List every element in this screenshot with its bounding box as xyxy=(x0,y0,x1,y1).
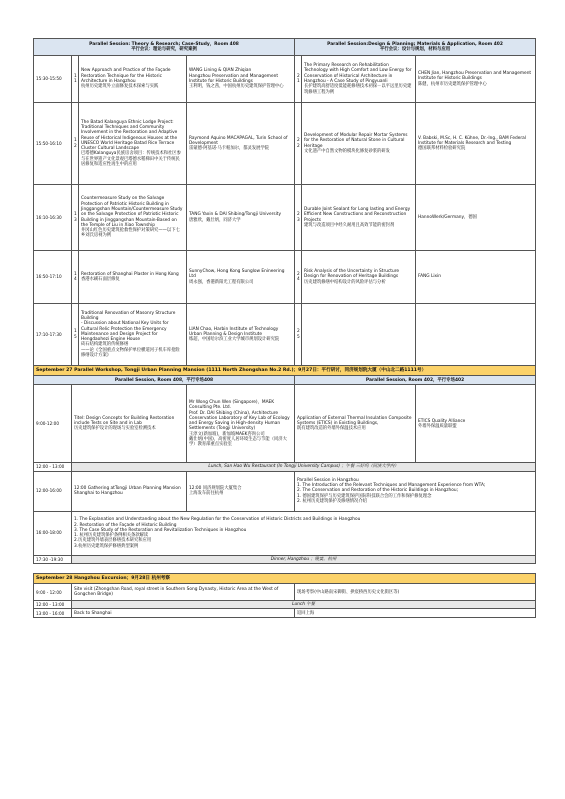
day-banner: September 28 Hangzhou Excursion；9月28日 杭州考察 xyxy=(34,573,536,583)
talk-number: 11 xyxy=(72,56,79,103)
title-en: Traditional Renovation of Masonry Structure Building xyxy=(81,310,176,321)
title-en: Application of External Thermal Insulation Composite Systems (ETICS) in Existing Buildings, xyxy=(297,415,412,427)
schedule-page xyxy=(33,38,535,618)
talk-title xyxy=(302,103,416,185)
title-cn: 香港水刷石面层修复 xyxy=(81,277,120,282)
spacer xyxy=(34,563,536,573)
time-slot: 12:00-16:00 xyxy=(34,471,72,511)
time-slot: 17:30 -19:30 xyxy=(34,555,72,563)
title-en: Countermeasure Study on the Salvage Protection of Patriotic Historic Building in Jinggangshan Mountain/Countermeasure Study on the Salvage Protection of Patriotic Historic Building in Jinggangshan Mountain-Based on the Temple of Liu in Xiao Township xyxy=(81,196,183,228)
travel-en-2: Shanghai to Hangzhou xyxy=(74,491,123,497)
title-en: The Primary Research on Rehabilitation Technology with High Comfort and Low Energy for Conservation of Historical Architecture in Hangzhou - A Case Study of Pingyuanli xyxy=(304,63,412,84)
talk-title xyxy=(302,251,416,304)
topic-item-cn: 1. 杭州历史建筑保护条例相关条款解读 xyxy=(74,533,149,539)
talk-author xyxy=(416,251,536,304)
travel-cn: 12:00 同济规划院大厦集合 xyxy=(189,485,242,491)
title-cn: 历史建筑修缮中结构设计的风险评估与分析 xyxy=(304,279,386,285)
talk-title-empty xyxy=(302,304,416,366)
talk-number: 21 xyxy=(295,56,302,103)
workshop-title xyxy=(72,385,187,463)
return-cn: 返回上海 xyxy=(295,609,536,618)
talk-number: 23 xyxy=(295,185,302,251)
travel-cn-2: 上海发车前往杭州 xyxy=(189,491,224,497)
talk-title xyxy=(79,103,187,185)
header-en: Parallel Session:Design & Planning; Materials & Application, Room 402 xyxy=(327,41,503,47)
topic-item-cn: 3.杭州历史建筑保护修缮典型案例 xyxy=(74,543,139,549)
author-cn: 德国联邦材料检验研究院 xyxy=(418,146,466,152)
time-slot: 15:50-16:10 xyxy=(34,103,72,185)
table-row xyxy=(34,511,536,555)
time-slot: 16:10-16:30 xyxy=(34,185,72,251)
author-en: CHEN Jian, Hangzhou Preservation and Management Institute for Historic Buildings xyxy=(418,71,532,82)
title-cn: 砖石结构建筑的传统修缮 xyxy=(81,342,129,348)
time-slot: 9:00 - 12:00 xyxy=(34,584,72,601)
author-cn: 唐雅欣，戴仕炳，同济大学 xyxy=(189,217,241,223)
talk-title xyxy=(79,185,187,251)
session-title: Parallel Session in Hangzhou xyxy=(297,477,359,483)
workshop-speakers xyxy=(187,385,295,463)
session-header-left xyxy=(34,39,295,56)
talk-number: 15 xyxy=(72,304,79,366)
speaker-cn: 外墙外保温质量联盟 xyxy=(418,423,457,429)
time-slot: 13:00 - 16:00 xyxy=(34,609,72,618)
topic-item: 1. The Explanation and Understanding about the New Regulation for the Conservation of Historic Districts and Buildings in Hangzhou xyxy=(74,517,361,523)
header-cn: 平行会议：理论与研究，研究案例 xyxy=(131,47,197,52)
talk-number: 12 xyxy=(72,103,79,185)
talk-title xyxy=(79,56,187,103)
author-name: WANG Lining & QIAN Zhiqian xyxy=(189,68,252,74)
day-banner: September 27 Parallel Workshop, Tongji Urban Planning Mansion (1111 North Zhongshan No.2 Rd.)；9月27日：平行研讨，同济规划院大厦（中山北二路1111号） xyxy=(34,366,536,376)
travel-info xyxy=(72,471,187,511)
author-en: FANG Lixin xyxy=(418,274,441,280)
talk-title xyxy=(79,251,187,304)
title-cn: 文化遗产中自然文物的模块化修复砂浆的研发 xyxy=(304,148,390,154)
title-cn: 井冈山红色历史建筑抢救性保护对策研究——以下七乡刘氏房祠为例 xyxy=(81,228,180,239)
speaker-2-cn: 戴仕炳(中国)，高密度人居环境生态与节能（同济大学）教育部重点实验室 xyxy=(189,437,287,448)
table-row xyxy=(34,56,536,103)
table-row xyxy=(34,471,536,511)
site-visit-en: Site visit (Zhongshan Road, royal street in Southern Song Dynasty, Historic Area at the West of Gongchen Bridge) xyxy=(72,584,295,601)
title-en: Titel: Design Concepts for Building Restoration include Tests on Site and in Lab xyxy=(74,415,175,427)
dinner-row: Dinner, Hangzhou ；晚宴，杭州 xyxy=(72,555,536,563)
title-cn: 杭州历史建筑外立面修复技术探索与实践 xyxy=(81,84,159,90)
author-cn: 王利明，钱之茜，中国杭州历史建筑保护管理中心 xyxy=(189,84,284,90)
talk-author xyxy=(416,56,536,103)
travel-info-cn xyxy=(187,471,295,511)
session-header-left: Parallel Session, Room 408，平行专场408 xyxy=(34,376,295,385)
time-slot: 16:50-17:10 xyxy=(34,251,72,304)
session-item: 1. The Introduction of the Relevant Techniques and Management Experience from WTA; xyxy=(297,483,486,489)
table-row xyxy=(34,185,536,251)
return-en: Back to Shanghai xyxy=(72,609,295,618)
speaker-en: ETICS Quality Alliance xyxy=(418,418,466,424)
time-slot: 17:10-17:30 xyxy=(34,304,72,366)
workshop-speakers xyxy=(416,385,536,463)
title-en: Risk Analysis of the Uncertainty in Structure Design for Renovation of Heritage Buildings xyxy=(304,269,400,280)
topic-item: 3. The Case Study of the Restoration and Revitalization Techniques in Hangzhou xyxy=(74,527,247,533)
title-en: The Batad Kalanguya Ethnic Lodge Project: Traditional Techniques and Community Involvement in the Restoration and Adaptive Reuse of Historical Indigenous Houses at the UNESCO World Heritage Batad Rice Terrace Cluster Cultural Landscape xyxy=(81,119,178,152)
talk-number: 13 xyxy=(72,185,79,251)
speaker-2: Prof. Dr. DAI Shibing (China), Architecture Conservation Laboratory of Key Lab of Ecology and Energy Saving in High-density Human Settlements (Tongji University) xyxy=(189,410,290,432)
talk-author-empty xyxy=(416,304,536,366)
talk-author xyxy=(416,103,536,185)
talk-title xyxy=(302,185,416,251)
time-slot: 9:00-12:00 xyxy=(34,385,72,463)
afternoon-session xyxy=(72,511,536,555)
author-en: LIAN Chao, Harbin Institute of Technology Urban Planning & Design Institute xyxy=(189,326,279,337)
session-item-cn: 2. 杭州历史建筑保护及修缮情况介绍 xyxy=(297,499,367,505)
author-en: TANG Yaxin & DAI Shibing/Tongji University xyxy=(189,212,282,218)
table-row xyxy=(34,584,536,601)
table-row xyxy=(34,304,536,366)
talk-number: 14 xyxy=(72,251,79,304)
workshop-title xyxy=(295,385,416,463)
talk-title xyxy=(302,56,416,103)
session-header-right xyxy=(295,39,536,56)
talk-number: 22 xyxy=(295,103,302,185)
title-cn: 建筑与改造项目中经久耐用且高效节能的密封剂 xyxy=(304,222,395,228)
session-item-cn: 1. 德国建筑保护与历史建筑保护国际科技联合会的工作和保护修复理念 xyxy=(297,493,432,499)
talk-author xyxy=(187,103,295,185)
lunch-row: Lunch 午餐 xyxy=(72,601,536,609)
title-en-sub: - Discussion about National Key Units for Cultural Relic Protection the Emergency Maintenance and Design Project for Hengdaohezi Engine House xyxy=(81,321,169,343)
header-cn: 平行会议：设计与规划，材料与应用 xyxy=(379,47,451,52)
talk-author xyxy=(187,251,295,304)
author-cn: 陈健，杭州市历史建筑保护管理中心 xyxy=(418,81,487,87)
talk-title xyxy=(79,304,187,366)
time-slot: 16:00-18:00 xyxy=(34,511,72,555)
time-slot: 12:00 - 13:00 xyxy=(34,463,72,471)
title-cn: 巴塔德Kalanguya民族房舍项目：传统技术和社区参与在世界遗产文化景观巴塔德水稻梯田中关于传统民居修复和适应性再生中的应用 xyxy=(81,151,181,168)
author-en: HannoWerk/Germany，德国 xyxy=(418,214,477,220)
author-cn: 雷蒙德·阿基诺·马卡帕加尔，都灵发展学院 xyxy=(189,146,270,152)
talk-author xyxy=(187,185,295,251)
title-cn: 长护建筑高舒适度低能耗修缮技术初探－以平远里历史建筑修缮工程为例 xyxy=(304,84,412,95)
author-cn: 练超，中国哈尔滨工业大学城市规划设计研究院 xyxy=(189,337,280,343)
hangzhou-session xyxy=(295,471,536,511)
table-row xyxy=(34,609,536,618)
table-row xyxy=(34,103,536,185)
talk-number: 24 xyxy=(295,251,302,304)
title-en: Durable Joint Sealant for Long lasting and Energy Efficient New Constructions and Reconstruction Projects xyxy=(304,206,411,223)
time-slot: 15:30-15:50 xyxy=(34,56,72,103)
author-en: Raymond Aquino MACAPAGAL, Turin School of Development xyxy=(189,135,288,146)
talk-author xyxy=(187,56,295,103)
talk-number: 25 xyxy=(295,304,302,366)
topic-item-cn: 2.历史建筑外墙表层修缮技术研究和应用 xyxy=(74,538,152,544)
session-header-right: Parallel Session, Room 402，平行专场402 xyxy=(295,376,536,385)
schedule-table xyxy=(33,38,536,618)
author-cn: 周永强，香港新阳光工程有限公司 xyxy=(189,279,254,285)
lunch-row: Lunch, San Hao Wu Restaurant (In Tongji University Campus) ；午餐 三好坞（同济大学内） xyxy=(72,463,536,471)
talk-author xyxy=(416,185,536,251)
speaker-1-cn: 王淳文(新加坡)，新加坡MAEK咨询公司 xyxy=(189,431,265,437)
table-row xyxy=(34,251,536,304)
author-en: SunnyChow, Hong Kong Sunglow Enineering Ltd xyxy=(189,269,285,280)
title-en: Development of Modular Repair Mortar Systems for the Restoration of Natural Stone in Cultural Heritage xyxy=(304,132,408,149)
talk-author xyxy=(187,304,295,366)
time-slot: 12:00 - 13:00 xyxy=(34,601,72,609)
title-en: Restoration of Shanghai Plaster in Hong Kong xyxy=(81,271,179,277)
table-row xyxy=(34,385,536,463)
site-visit-cn: 现场考察(中山路南宋御街、拱宸桥西历史文化街区等) xyxy=(295,584,536,601)
title-cn-sub: ——论《全国重点文物保护单位横道河子机车库抢险修缮设计方案》 xyxy=(81,347,180,359)
topic-item: 2. Restoration of the Façade of Historic Building xyxy=(74,522,177,528)
title-cn: 历史建筑保护设计的现场与实验室检测技术 xyxy=(74,426,156,432)
travel-en: 12:00 Gathering atTongji Urban Planning Mansion xyxy=(74,485,181,491)
title-en: New Approach and Practice of the Façade Restoration Technique for the Historic Architecture in Hangzhou xyxy=(81,68,171,84)
title-cn: 既有建筑改造的外墙外保温技术应用 xyxy=(297,426,366,432)
author-en: V. Babski, M.Sc, H. C. Kühne, Dr.-Ing., BAM Federal Institute for Materials Research and Testing xyxy=(418,135,526,146)
speaker-1: Mr Wong Chun Wen (Singapore)，MAEK Consulting Pte. Ltd. xyxy=(189,399,275,411)
author-affiliation: Hangzhou Preservation and Management Institute for Historic Buildings xyxy=(189,73,279,84)
session-item: 2. The Conservation and Restoration of the Historic Buildings in Hangzhou; xyxy=(297,488,459,494)
header-en: Parallel Session: Theory & Research; Case-Study，Room 408 xyxy=(89,41,239,47)
